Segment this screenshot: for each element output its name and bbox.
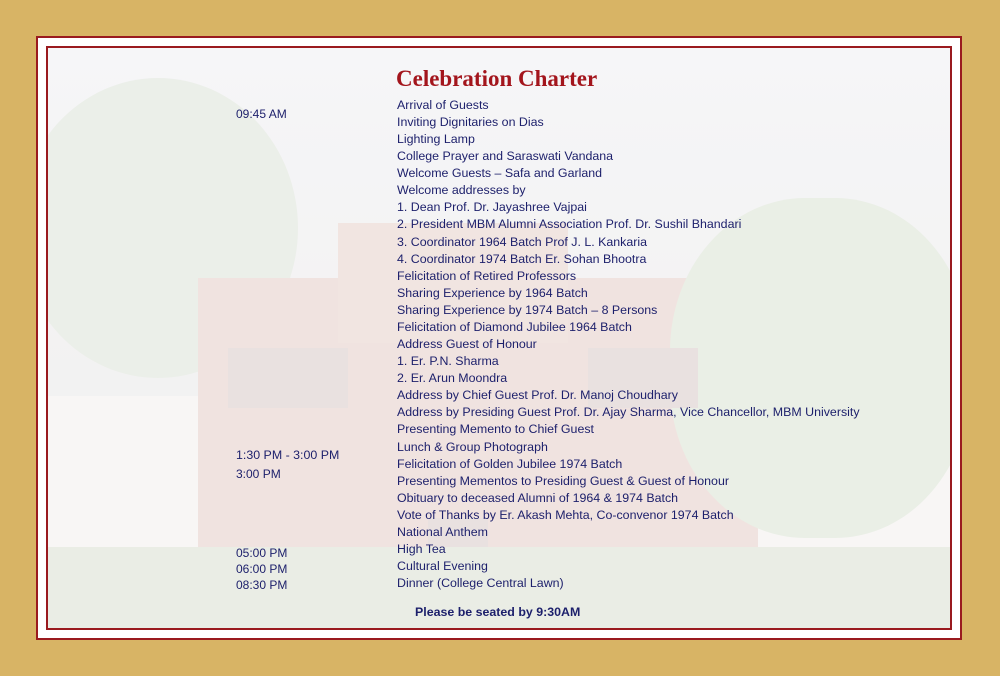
schedule-item: Sharing Experience by 1964 Batch <box>397 286 588 300</box>
schedule-item: High Tea <box>397 542 446 556</box>
schedule-item: Lunch & Group Photograph <box>397 440 548 454</box>
schedule-item: Presenting Mementos to Presiding Guest & Guest of Honour <box>397 474 729 488</box>
schedule-item: Arrival of Guests <box>397 98 489 112</box>
schedule-item: 1. Er. P.N. Sharma <box>397 354 499 368</box>
schedule-item: 2. Er. Arun Moondra <box>397 371 508 385</box>
time-label: 1:30 PM - 3:00 PM <box>236 448 340 462</box>
schedule-item: Felicitation of Retired Professors <box>397 269 577 283</box>
schedule-item: Lighting Lamp <box>397 132 475 146</box>
schedule-item: 3. Coordinator 1964 Batch Prof J. L. Kankaria <box>397 235 648 249</box>
schedule-item: Address by Presiding Guest Prof. Dr. Ajay Sharma, Vice Chancellor, MBM University <box>397 405 860 419</box>
schedule-item: 2. President MBM Alumni Association Prof. Dr. Sushil Bhandari <box>397 217 742 231</box>
schedule-item: Cultural Evening <box>397 559 488 573</box>
time-label: 09:45 AM <box>236 107 287 121</box>
schedule-item: Address Guest of Honour <box>397 337 537 351</box>
schedule-item: Welcome addresses by <box>397 183 526 197</box>
schedule-item: Felicitation of Golden Jubilee 1974 Batch <box>397 457 623 471</box>
schedule-item: Obituary to deceased Alumni of 1964 & 1974 Batch <box>397 491 679 505</box>
schedule-item: Inviting Dignitaries on Dias <box>397 115 544 129</box>
schedule-item: 4. Coordinator 1974 Batch Er. Sohan Bhootra <box>397 252 647 266</box>
schedule-item: College Prayer and Saraswati Vandana <box>397 149 614 163</box>
time-label: 08:30 PM <box>236 578 288 592</box>
schedule-item: Address by Chief Guest Prof. Dr. Manoj Choudhary <box>397 388 678 402</box>
schedule-item: 1. Dean Prof. Dr. Jayashree Vajpai <box>397 200 587 214</box>
schedule-item: Sharing Experience by 1974 Batch – 8 Persons <box>397 303 658 317</box>
time-label: 05:00 PM <box>236 546 288 560</box>
schedule-item: National Anthem <box>397 525 488 539</box>
schedule-item: Dinner (College Central Lawn) <box>397 576 564 590</box>
schedule-item: Presenting Memento to Chief Guest <box>397 422 594 436</box>
page-title: Celebration Charter <box>396 66 598 91</box>
seating-note: Please be seated by 9:30AM <box>415 605 581 619</box>
schedule-item: Vote of Thanks by Er. Akash Mehta, Co-convenor 1974 Batch <box>397 508 734 522</box>
schedule-item: Welcome Guests – Safa and Garland <box>397 166 603 180</box>
schedule-item: Felicitation of Diamond Jubilee 1964 Batch <box>397 320 632 334</box>
time-label: 06:00 PM <box>236 562 288 576</box>
time-label: 3:00 PM <box>236 467 281 481</box>
